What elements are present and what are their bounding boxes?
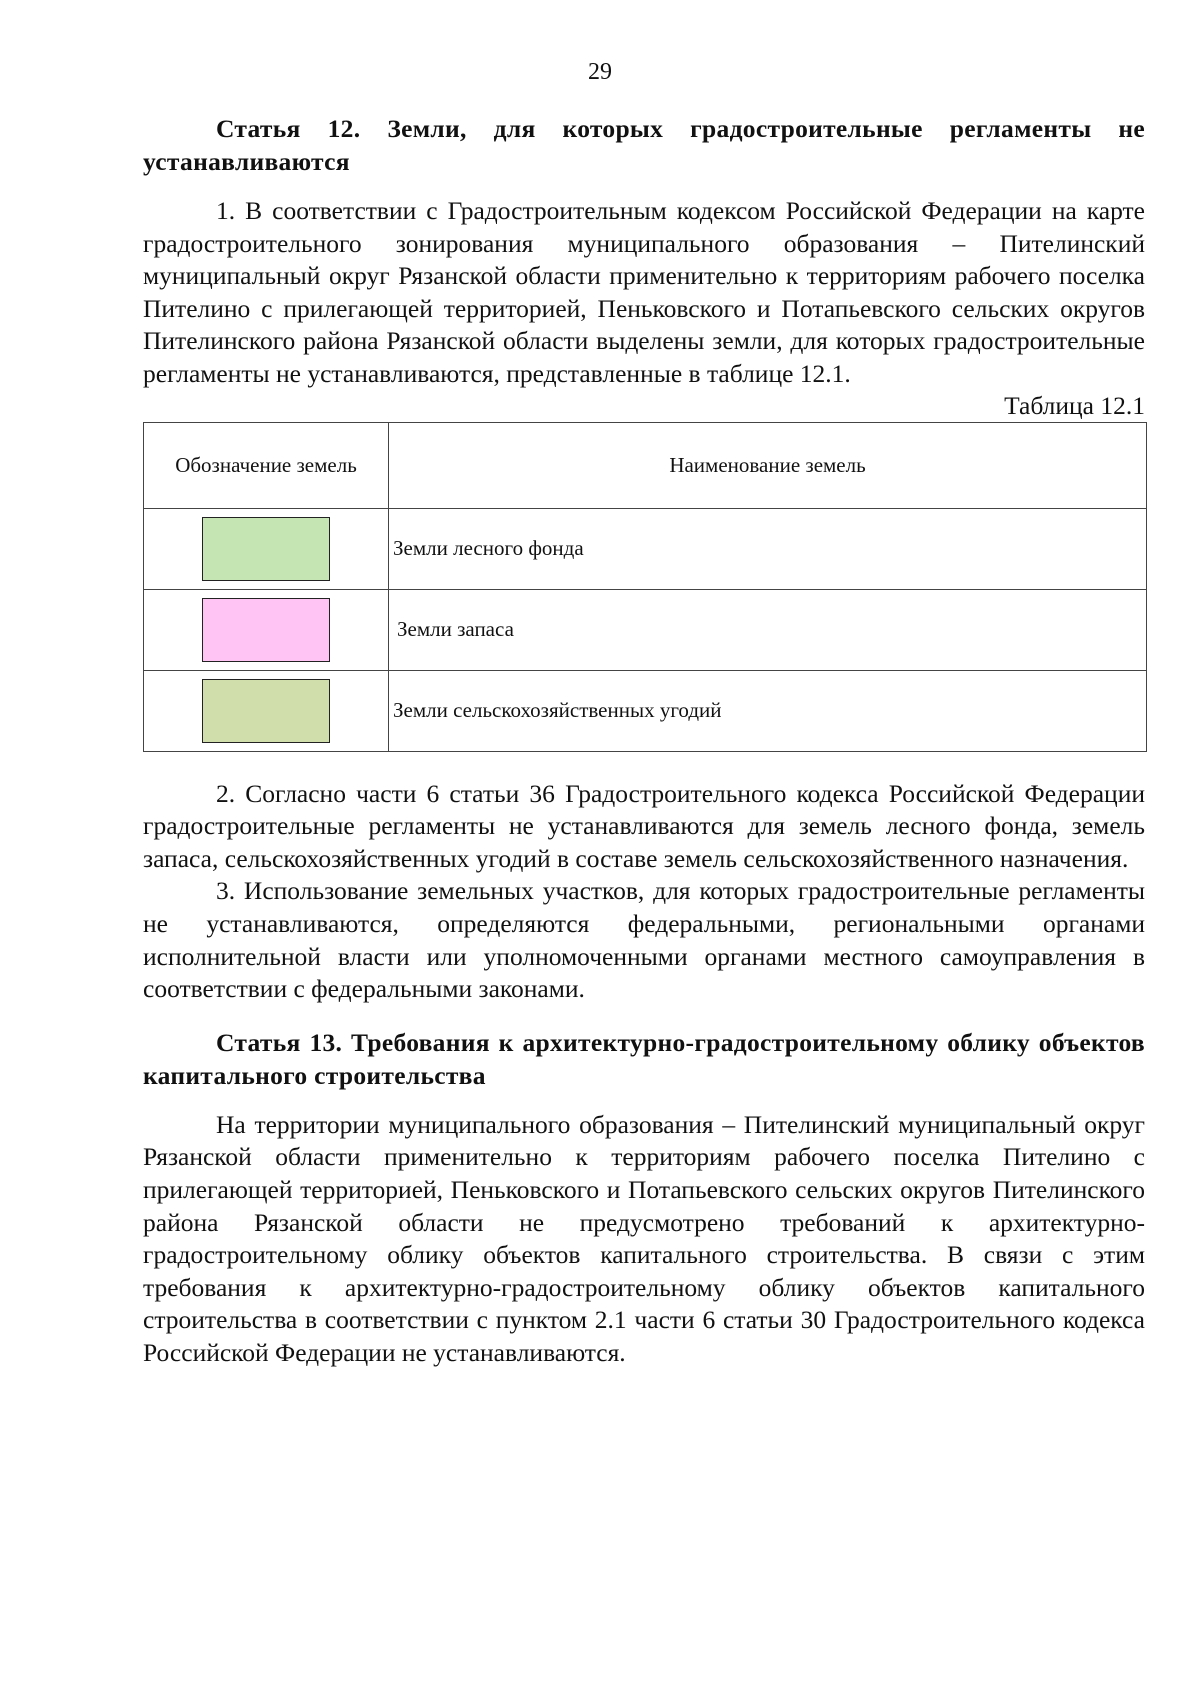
lands-table	[143, 422, 1147, 752]
reserve-land-swatch	[202, 598, 330, 662]
table-row	[144, 670, 1147, 751]
symbol-cell	[144, 670, 389, 751]
article-13-heading: Статья 13. Требования к архитектурно-градостроительному облику объектов капитального строительства	[143, 1027, 1145, 1090]
table-row	[144, 508, 1147, 589]
article-13-paragraph-1: На территории муниципального образования – Пителинский муниципальный округ Рязанской области применительно к территориям рабочего поселка Пителино с прилегающей территорией, Пеньковского и Потапьевского сельских округов Пителинского района Рязанской области не предусмотрено требований к архитектурно-градостроительному облику объектов капитального строительства. В связи с этим требования к архитектурно-градостроительному облику объектов капитального строительства в соответствии с пунктом 2.1 части 6 статьи 30 Градостроительного кодекса Российской Федерации не устанавливаются.	[143, 1109, 1145, 1367]
symbol-cell	[144, 508, 389, 589]
page-number: 29	[588, 59, 612, 85]
header-name: Наименование земель	[389, 422, 1147, 508]
article-12-paragraph-3: 3. Использование земельных участков, для которых градостроительные регламенты не устанавливаются, определяются федеральными, региональными органами исполнительной власти или уполномоченными органами местного самоуправления в соответствии с федеральными законами.	[143, 876, 1145, 1004]
header-symbol: Обозначение земель	[144, 422, 389, 508]
forest-land-swatch	[202, 517, 330, 581]
land-name: Земли запаса	[389, 589, 1147, 670]
page-content	[143, 112, 1145, 1369]
symbol-cell	[144, 589, 389, 670]
article-12-paragraph-2: 2. Согласно части 6 статьи 36 Градостроительного кодекса Российской Федерации градостроительные регламенты не устанавливаются для земель лесного фонда, земель запаса, сельскохозяйственных угодий в составе земель сельскохозяйственного назначения.	[143, 778, 1145, 873]
table-caption: Таблица 12.1	[1004, 390, 1145, 420]
agricultural-land-swatch	[202, 679, 330, 743]
land-name: Земли сельскохозяйственных угодий	[389, 670, 1147, 751]
article-12-heading: Статья 12. Земли, для которых градостроительные регламенты не устанавливаются	[143, 114, 1145, 176]
article-12-paragraph-1: 1. В соответствии с Градостроительным кодексом Российской Федерации на карте градостроительного зонирования муниципального образования – Пителинский муниципальный округ Рязанской области применительно к территориям рабочего поселка Пителино с прилегающей территорией, Пеньковского и Потапьевского сельских округов Пителинского района Рязанской области выделены земли, для которых градостроительные регламенты не устанавливаются, представленные в таблице 12.1.	[143, 196, 1145, 388]
table-header-row	[144, 422, 1147, 508]
table-row	[144, 589, 1147, 670]
land-name: Земли лесного фонда	[389, 508, 1147, 589]
